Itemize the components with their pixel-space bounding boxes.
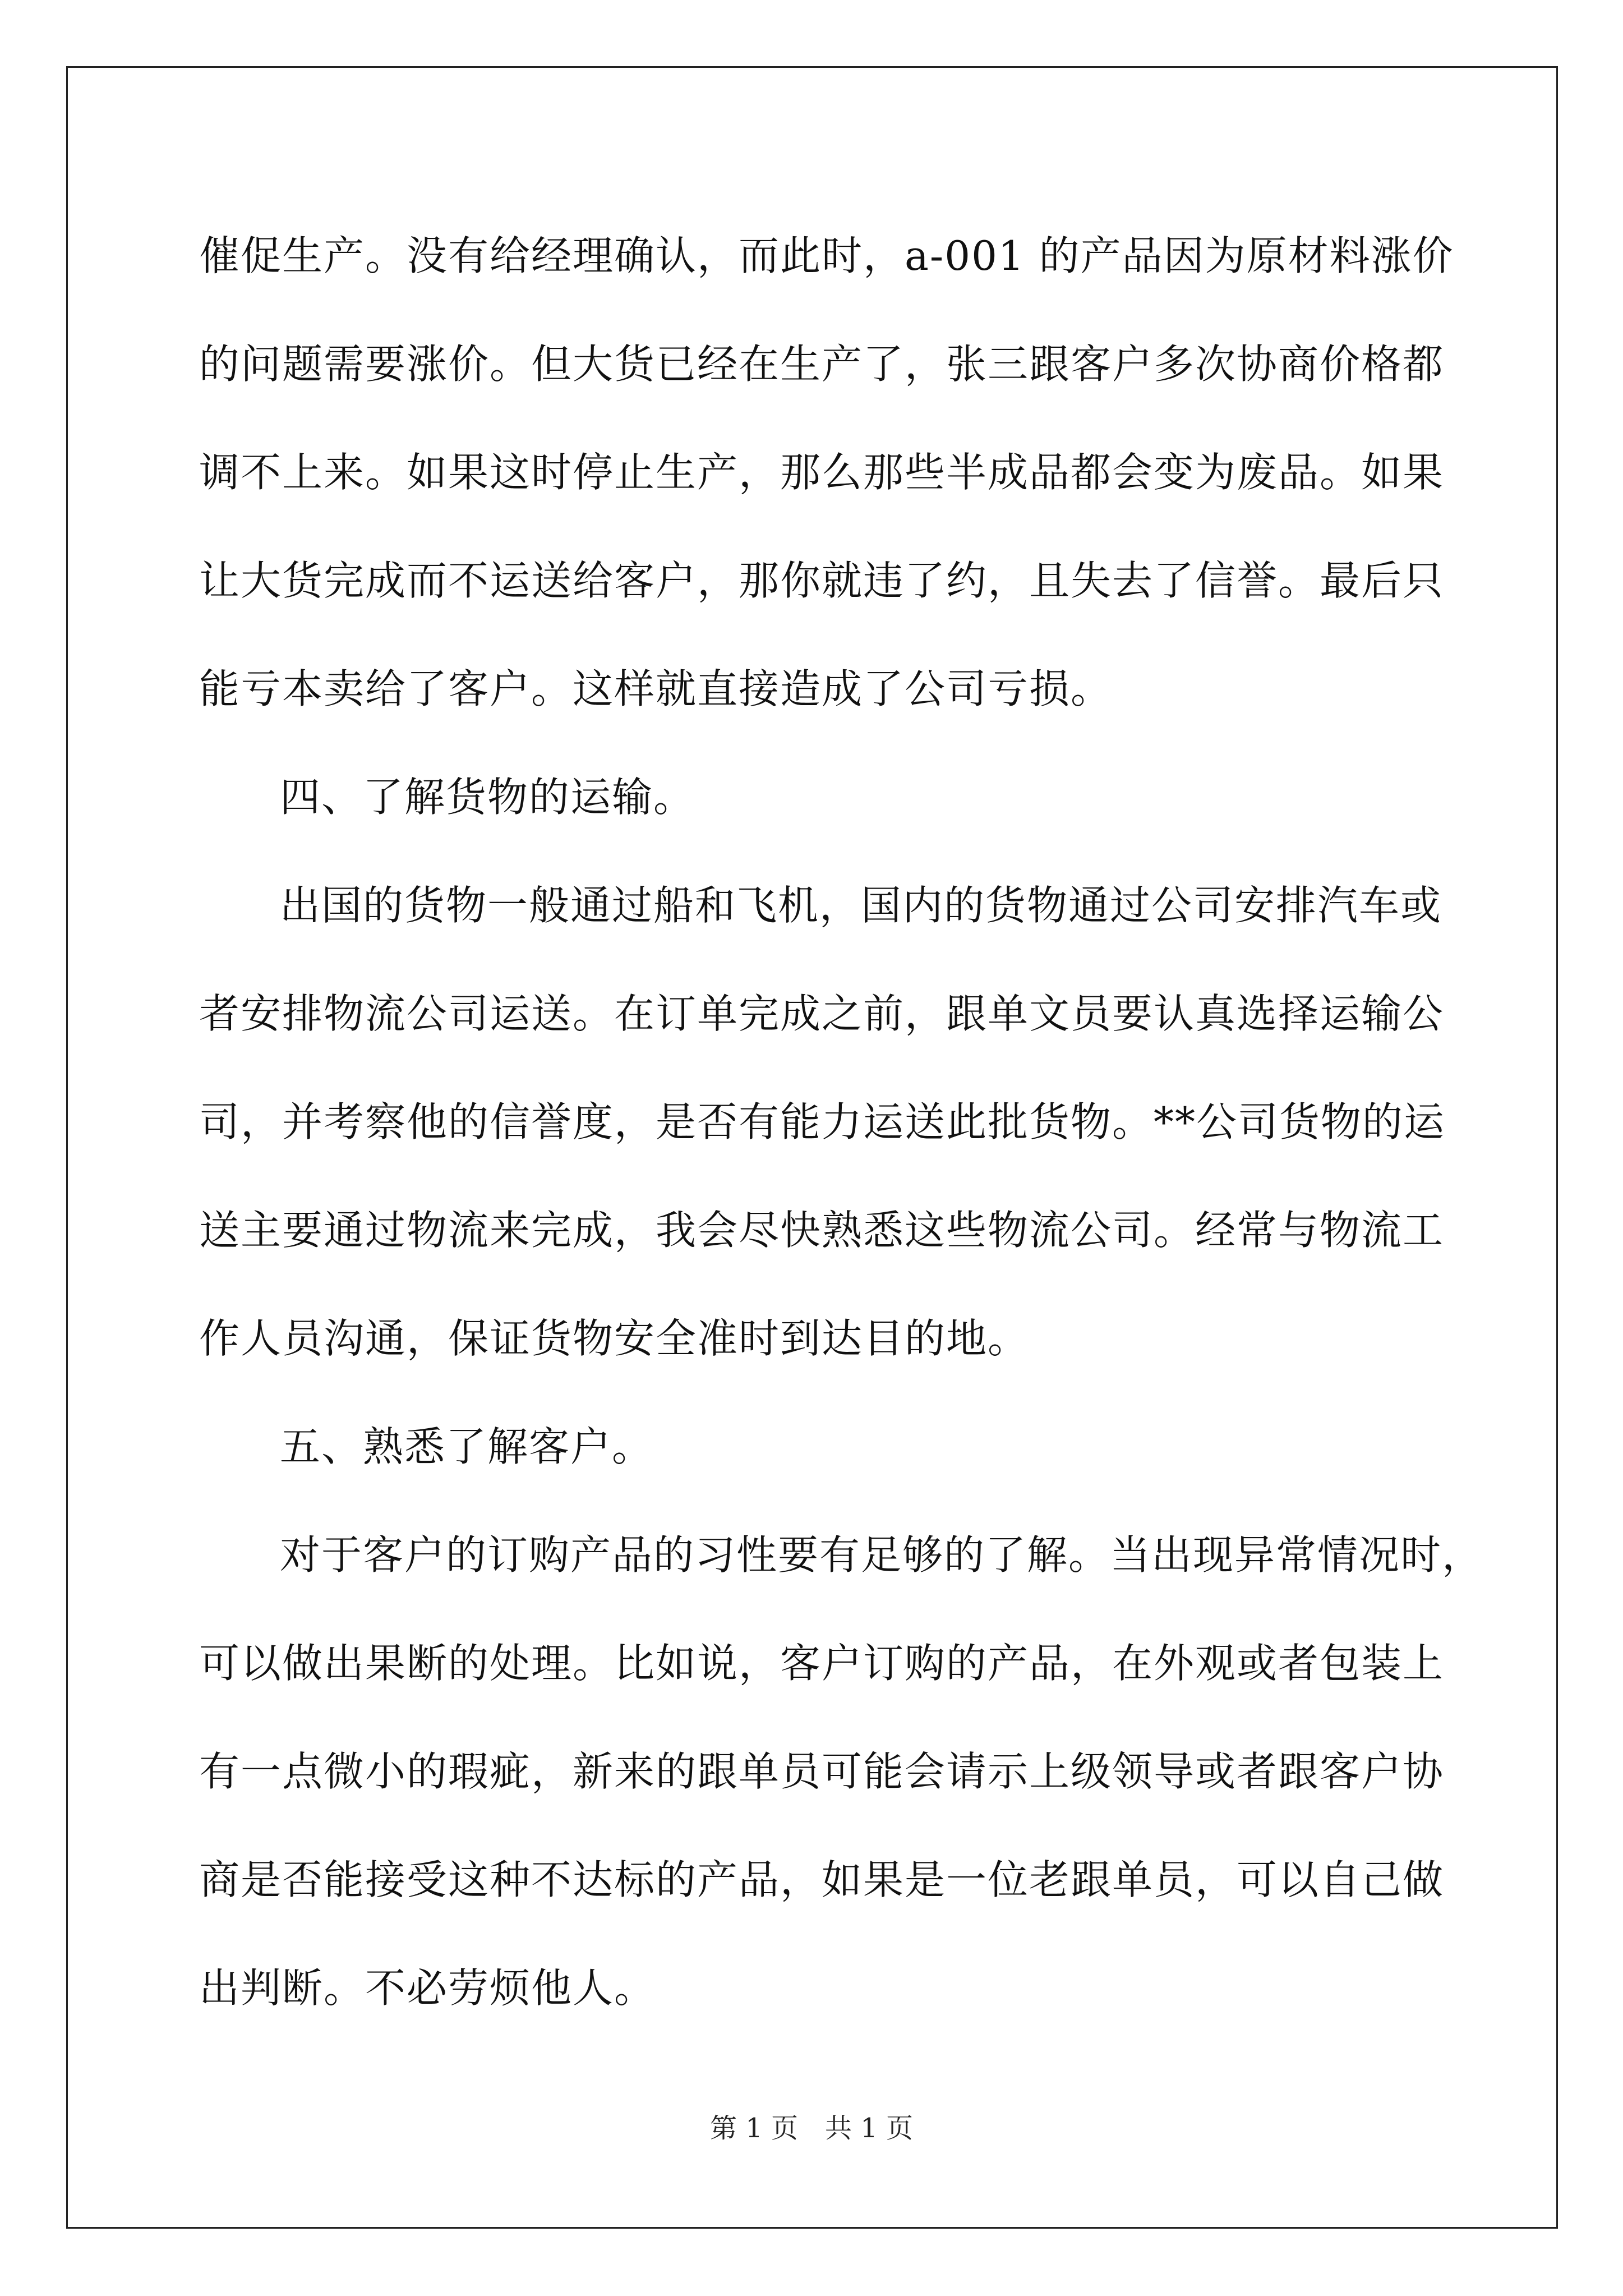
text-line-16: 商是否能接受这种不达标的产品，如果是一位老跟单员，可以自己做 xyxy=(199,1856,1445,1903)
text-line-7: 出国的货物一般通过船和飞机，国内的货物通过公司安排汽车或 xyxy=(280,882,1442,929)
text-line-8: 者安排物流公司运送。在订单完成之前，跟单文员要认真选择运输公 xyxy=(199,990,1445,1037)
text-line-11: 作人员沟通，保证货物安全准时到达目的地。 xyxy=(199,1315,1030,1362)
text-line-3: 调不上来。如果这时停止生产，那么那些半成品都会变为废品。如果 xyxy=(199,449,1445,496)
text-line-17: 出判断。不必劳烦他人。 xyxy=(199,1964,656,2012)
section-heading-4: 四、了解货物的运输。 xyxy=(280,774,695,821)
section-heading-5: 五、熟悉了解客户。 xyxy=(280,1423,654,1470)
text-line-9: 司，并考察他的信誉度，是否有能力运送此批货物。**公司货物的运 xyxy=(199,1098,1446,1145)
text-line-15: 有一点微小的瑕疵，新来的跟单员可能会请示上级领导或者跟客户协 xyxy=(199,1748,1445,1795)
document-body xyxy=(199,202,1484,2042)
text-line-10: 送主要通过物流来完成，我会尽快熟悉这些物流公司。经常与物流工 xyxy=(199,1207,1445,1254)
page-number-footer: 第 1 页 共 1 页 xyxy=(709,2113,914,2144)
text-line-14: 可以做出果断的处理。比如说，客户订购的产品，在外观或者包装上 xyxy=(199,1640,1445,1687)
text-line-4: 让大货完成而不运送给客户，那你就违了约，且失去了信誉。最后只 xyxy=(199,557,1445,604)
text-line-5: 能亏本卖给了客户。这样就直接造成了公司亏损。 xyxy=(199,665,1113,712)
text-line-1: 催促生产。没有给经理确认，而此时，a-001 的产品因为原材料涨价 xyxy=(199,232,1454,279)
text-line-2: 的问题需要涨价。但大货已经在生产了，张三跟客户多次协商价格都 xyxy=(199,341,1445,388)
text-line-13: 对于客户的订购产品的习性要有足够的了解。当出现异常情况时， xyxy=(280,1531,1484,1579)
